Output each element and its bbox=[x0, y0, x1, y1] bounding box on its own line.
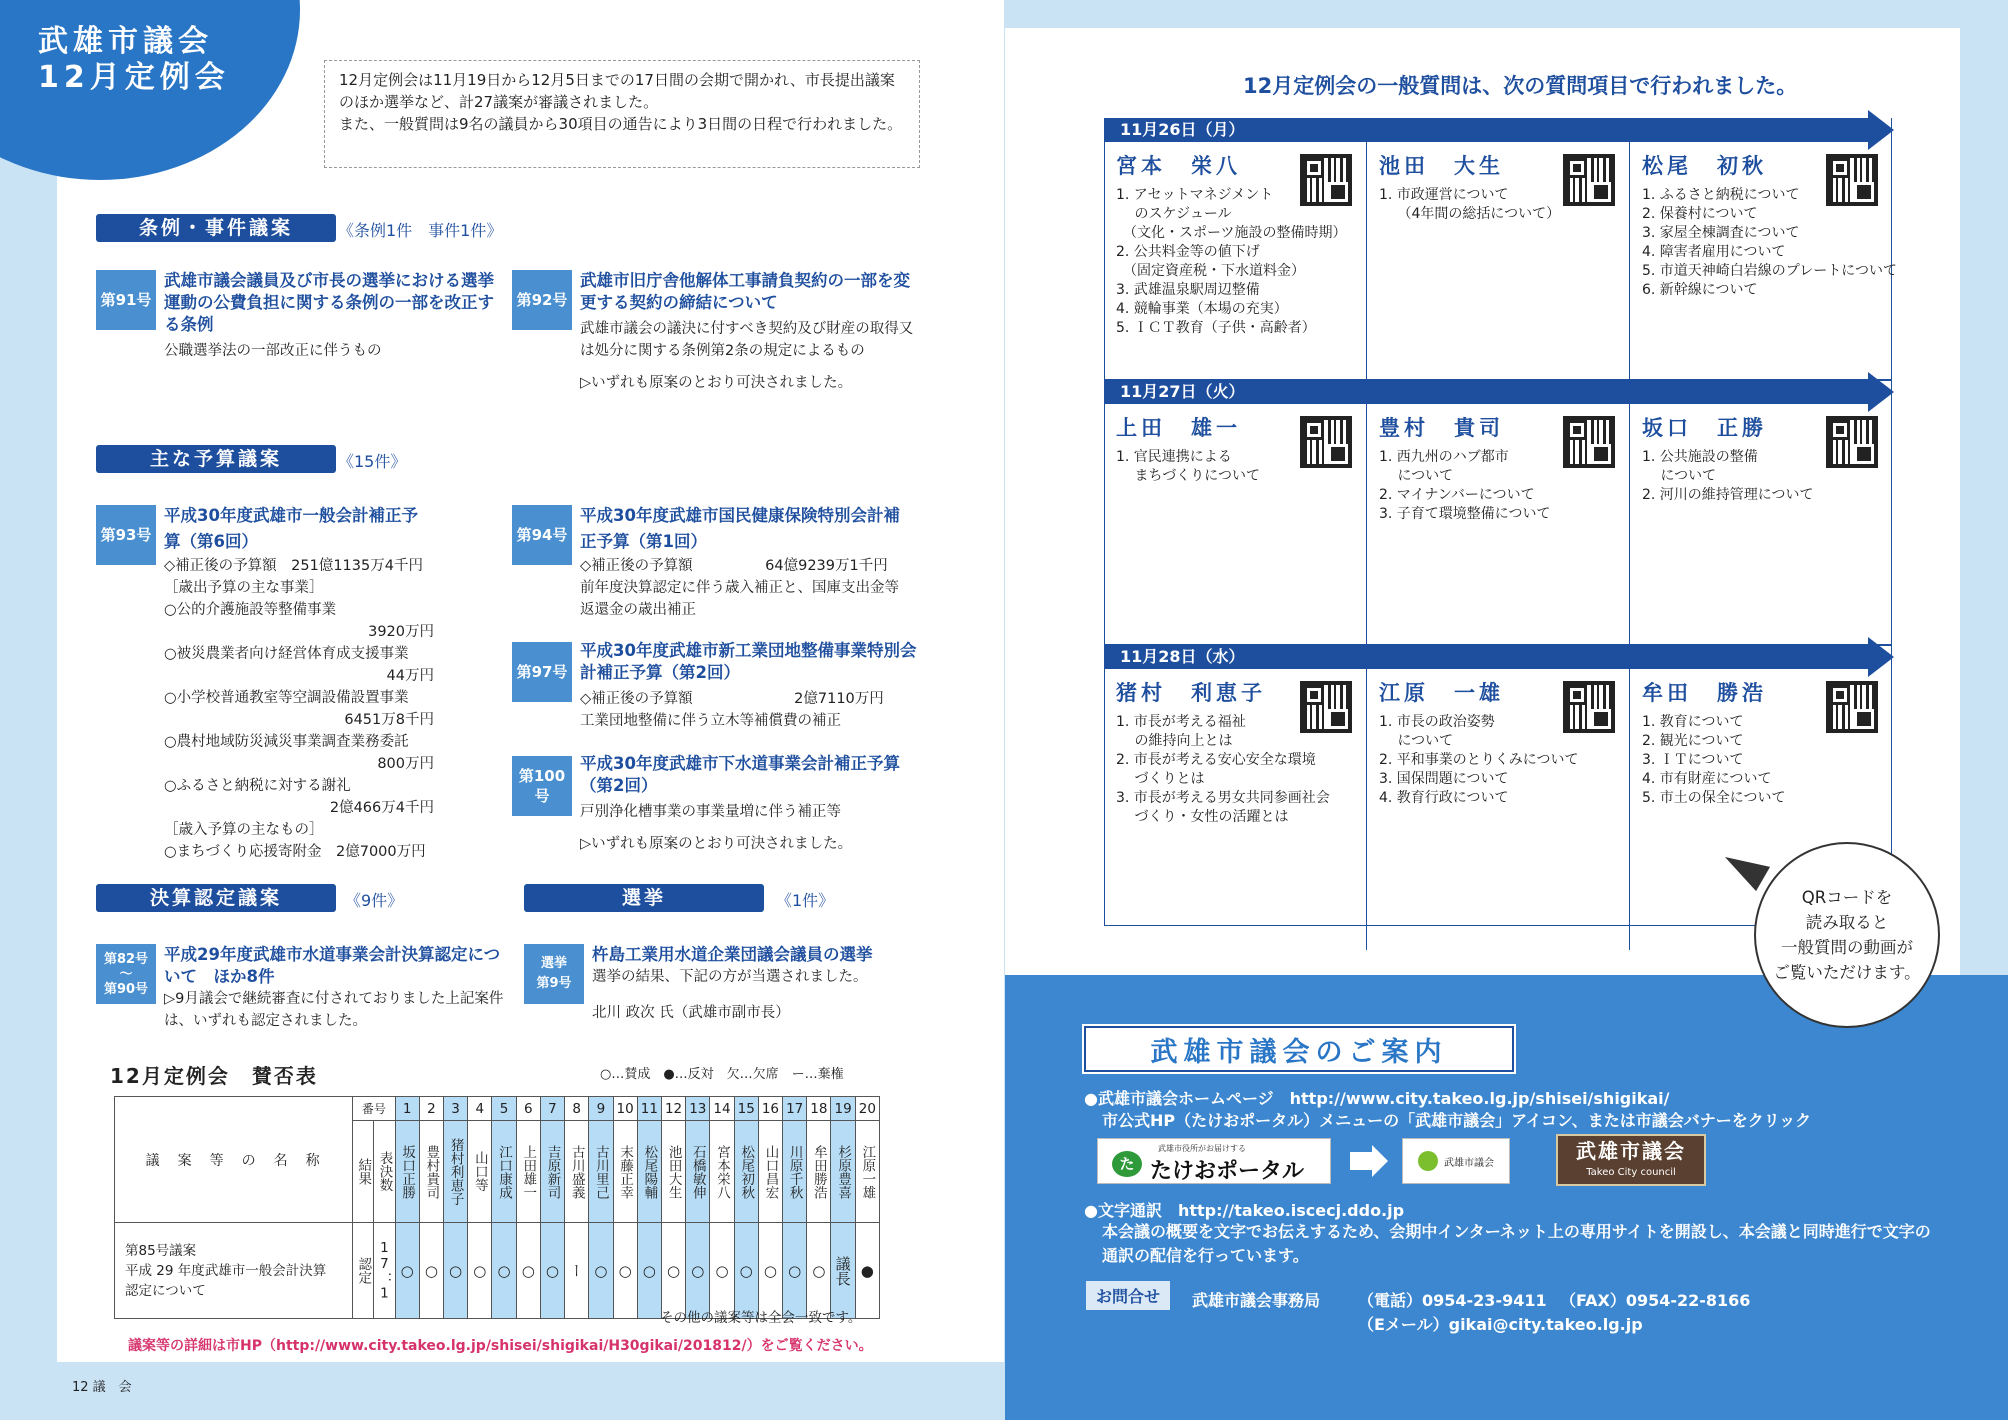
vote-member-name-label: 江原一雄 bbox=[859, 1144, 876, 1199]
portal-small-text: 武雄市役所がお届けする bbox=[1158, 1144, 1246, 1153]
section-yosan-count: 《15件》 bbox=[338, 452, 407, 471]
vote-mark: 議長 bbox=[833, 1255, 852, 1286]
vote-member-name bbox=[637, 1121, 661, 1223]
bill-94 bbox=[580, 503, 910, 621]
vote-cell bbox=[637, 1223, 661, 1319]
vote-member-name bbox=[783, 1121, 807, 1223]
vote-header-name bbox=[115, 1097, 353, 1223]
bill-no-92 bbox=[512, 270, 572, 330]
bill-93-line: ◇補正後の予算額 251億1135万4千円 bbox=[164, 558, 423, 574]
question-cell bbox=[1104, 669, 1367, 950]
bill-94-line2: 前年度決算認定に伴う歳入補正と、国庫支出金等返還金の歳出補正 bbox=[580, 580, 899, 618]
vote-member-number: 12 bbox=[661, 1097, 685, 1121]
vote-mark: ○ bbox=[495, 1261, 514, 1280]
bill-no-91-label: 第91号 bbox=[100, 291, 152, 309]
vote-member-name bbox=[758, 1121, 782, 1223]
vote-member-name bbox=[661, 1121, 685, 1223]
vote-member-number: 11 bbox=[637, 1097, 661, 1121]
vote-member-name bbox=[686, 1121, 710, 1223]
vote-member-name bbox=[855, 1121, 879, 1223]
election-9 bbox=[592, 944, 932, 1024]
vote-member-name-label: 松尾初秋 bbox=[738, 1144, 755, 1199]
vote-title: 12月定例会 賛否表 bbox=[110, 1064, 318, 1088]
vote-header-name-label: 議 案 等 の 名 称 bbox=[145, 1152, 322, 1169]
bill-93-line: ○被災農業者向け経営体育成支援事業 bbox=[164, 646, 409, 662]
vote-row-count bbox=[374, 1223, 395, 1319]
vote-member-number: 9 bbox=[589, 1097, 613, 1121]
bill-no-91 bbox=[96, 270, 156, 330]
portal-name: たけおポータル bbox=[1150, 1159, 1305, 1184]
question-member-name: 池田 大生 bbox=[1379, 154, 1504, 178]
footer-left-page-number: 12 議 会 bbox=[72, 1380, 132, 1395]
contact-label: お問合せ bbox=[1086, 1281, 1170, 1310]
vote-member-name-label: 杉原豊喜 bbox=[835, 1144, 852, 1199]
vote-member-number: 19 bbox=[831, 1097, 855, 1121]
vote-cell bbox=[565, 1223, 589, 1319]
vote-row-count-label: 17：1 bbox=[376, 1239, 393, 1302]
gikai-banner[interactable] bbox=[1556, 1134, 1706, 1186]
vote-cell bbox=[468, 1223, 492, 1319]
bill-91 bbox=[164, 270, 494, 362]
vote-member-name bbox=[710, 1121, 734, 1223]
bill-92-title: 武雄市旧庁舎他解体工事請負契約の一部を変更する契約の締結について bbox=[580, 271, 910, 312]
section-jorei-count: 《条例1件 事件1件》 bbox=[338, 221, 503, 240]
question-cell bbox=[1367, 404, 1630, 645]
vote-mark: ○ bbox=[713, 1261, 731, 1280]
gikai-icon-label: 武雄市議会 bbox=[1444, 1157, 1494, 1169]
vote-cell bbox=[589, 1223, 613, 1319]
question-items: 1. 教育について 2. 観光について 3. ＩＴについて 4. 市有財産について 5. 市土の保全について bbox=[1642, 714, 1786, 806]
question-items: 1. 公共施設の整備 について 2. 河川の維持管理について bbox=[1642, 449, 1814, 503]
vote-header-decision-label: 表決数 bbox=[376, 1151, 393, 1192]
guide-text-desc: 本会議の概要を文字でお伝えするため、会期中インターネット上の専用サイトを開設し、本会議と同時進行で文字の通訳の配信を行っています。 bbox=[1102, 1222, 1931, 1265]
vote-mark: ○ bbox=[616, 1261, 635, 1280]
vote-mark: ○ bbox=[737, 1261, 756, 1280]
corner-title-line1: 武雄市議会 bbox=[38, 24, 213, 59]
vote-member-number: 3 bbox=[443, 1097, 467, 1121]
section-senkyo-count: 《1件》 bbox=[776, 891, 835, 910]
bill-no-90: 第90号 bbox=[103, 981, 149, 997]
vote-member-number: 13 bbox=[686, 1097, 710, 1121]
bill-93-line: ［歳入予算の主なもの］ bbox=[164, 822, 324, 838]
bill-94-line1: ◇補正後の予算額 64億9239万1千円 bbox=[580, 558, 888, 574]
question-items: 1. 市長が考える福祉 の維持向上とは 2. 市長が考える安心安全な環境 づくりとは 3. 市長が考える男女共同参画社会 づくり・女性の活躍とは bbox=[1116, 714, 1330, 825]
guide-title bbox=[1084, 1026, 1514, 1072]
vote-member-name-label: 古川盛義 bbox=[568, 1144, 585, 1199]
vote-cell bbox=[492, 1223, 516, 1319]
qr-bubble: QRコードを 読み取ると 一般質問の動画が ご覧いただけます。 bbox=[1754, 842, 1940, 1028]
question-items: 1. 官民連携による まちづくりについて bbox=[1116, 449, 1261, 484]
vote-member-name bbox=[807, 1121, 831, 1223]
vote-member-name bbox=[443, 1121, 467, 1223]
vote-row-name: 第85号議案 平成 29 年度武雄市一般会計決算 認定について bbox=[115, 1223, 353, 1319]
gikai-banner-sub: Takeo City council bbox=[1586, 1167, 1676, 1178]
vote-member-name bbox=[419, 1121, 443, 1223]
bill-94-title: 平成30年度武雄市国民健康保険特別会計補正予算（第1回） bbox=[580, 506, 900, 551]
question-items: 1. ふるさと納税について 2. 保養村について 3. 家屋全棟調査について 4. 障害者雇用について 5. 市道天神崎白岩線のプレートについて 6. 新幹線について bbox=[1642, 187, 1897, 298]
vote-member-number: 16 bbox=[758, 1097, 782, 1121]
bill-100-result: ▷いずれも原案のとおり可決されました。 bbox=[580, 836, 853, 852]
bill-no-82-90 bbox=[96, 944, 156, 1004]
vote-member-name-label: 宮本栄八 bbox=[714, 1144, 730, 1199]
portal-button[interactable] bbox=[1097, 1138, 1331, 1184]
contact-tel: （電話）0954-23-9411 bbox=[1358, 1291, 1547, 1310]
bill-no-94-label: 第94号 bbox=[516, 526, 568, 544]
intro-box: 12月定例会は11月19日から12月5日までの17日間の会期で開かれ、市長提出議案のほか選挙など、計27議案が審議されました。 また、一般質問は9名の議員から30項目の通告により3日間の日程で行われました。 bbox=[324, 60, 920, 168]
vote-legend: ○…賛成 ●…反対 欠…欠席 ー…棄権 bbox=[600, 1067, 844, 1082]
vote-member-number: 8 bbox=[565, 1097, 589, 1121]
question-member-name: 坂口 正勝 bbox=[1642, 416, 1767, 440]
vote-member-number: 20 bbox=[855, 1097, 879, 1121]
vote-cell bbox=[758, 1223, 782, 1319]
vote-member-name bbox=[492, 1121, 516, 1223]
vote-member-number: 7 bbox=[540, 1097, 564, 1121]
vote-member-name-label: 松尾陽輔 bbox=[641, 1144, 658, 1199]
vote-mark: ○ bbox=[398, 1261, 417, 1280]
bill-93-line: ○ふるさと納税に対する謝礼 bbox=[164, 778, 351, 794]
bill-97-line2: 工業団地整備に伴う立木等補償費の補正 bbox=[580, 713, 841, 729]
bill-93-line: 6451万8千円 bbox=[344, 712, 434, 728]
vote-detail-link[interactable]: 議案等の詳細は市HP（http://www.city.takeo.lg.jp/shisei/shigikai/H30gikai/201812/）をご覧ください。 bbox=[128, 1338, 873, 1354]
bill-93-lines bbox=[164, 555, 434, 863]
gikai-emblem-icon bbox=[1418, 1151, 1438, 1171]
bill-91-body: 公職選挙法の一部改正に伴うもの bbox=[164, 343, 382, 359]
election-9-title: 杵島工業用水道企業団議会議員の選挙 bbox=[592, 945, 873, 964]
vote-cell bbox=[831, 1223, 855, 1319]
vote-cell bbox=[807, 1223, 831, 1319]
vote-member-number: 6 bbox=[516, 1097, 540, 1121]
question-member-name: 豊村 貴司 bbox=[1379, 416, 1504, 440]
vote-member-name bbox=[468, 1121, 492, 1223]
vote-member-name-label: 山口昌宏 bbox=[762, 1144, 779, 1199]
vote-member-name-label: 池田大生 bbox=[665, 1144, 682, 1199]
vote-mark: ○ bbox=[519, 1261, 538, 1280]
election-no-9 bbox=[524, 944, 584, 1004]
bill-no-94 bbox=[512, 505, 572, 565]
bill-97-title: 平成30年度武雄市新工業団地整備事業特別会計補正予算（第2回） bbox=[580, 641, 917, 682]
guide-text-label[interactable]: ●文字通訳 http://takeo.iscecj.ddo.jp bbox=[1084, 1201, 1405, 1220]
gikai-icon-button[interactable] bbox=[1402, 1138, 1510, 1184]
questions-title: 12月定例会の一般質問は、次の質問項目で行われました。 bbox=[1243, 74, 1798, 98]
contact-fax: （FAX）0954-22-8166 bbox=[1560, 1291, 1751, 1310]
day-divider bbox=[1104, 379, 1892, 381]
bill-93 bbox=[164, 503, 434, 863]
vote-cell bbox=[661, 1223, 685, 1319]
corner-title-line2: 12月定例会 bbox=[38, 60, 230, 95]
question-member-name: 牟田 勝浩 bbox=[1642, 681, 1767, 705]
portal-logo-icon: た bbox=[1112, 1151, 1142, 1177]
vote-mark: ー bbox=[567, 1263, 586, 1278]
vote-member-name-label: 末藤正幸 bbox=[617, 1144, 634, 1199]
vote-mark: ○ bbox=[785, 1261, 804, 1280]
vote-cell bbox=[540, 1223, 564, 1319]
question-member-name: 上田 雄一 bbox=[1116, 416, 1241, 440]
vote-member-name bbox=[734, 1121, 758, 1223]
question-items: 1. 市政運営について （4年間の総括について） bbox=[1379, 187, 1561, 222]
day-header: 11月28日（水） bbox=[1104, 645, 1868, 669]
question-member-name: 松尾 初秋 bbox=[1642, 154, 1767, 178]
vote-cell bbox=[395, 1223, 419, 1319]
vote-member-name bbox=[395, 1121, 419, 1223]
question-items: 1. アセットマネジメント のスケジュール （文化・スポーツ施設の整備時期） 2. 公共料金等の値下げ （固定資産税・下水道料金） 3. 武雄温泉駅周辺整備 4. 競輪事業（本場の充実） 5. ＩＣＴ教育（子供・高齢者） bbox=[1116, 187, 1347, 336]
vote-member-number: 1 bbox=[395, 1097, 419, 1121]
bill-100-line1: 戸別浄化槽事業の事業量増に伴う補正等 bbox=[580, 804, 841, 820]
contact-mail[interactable]: （Eメール）gikai@city.takeo.lg.jp bbox=[1358, 1315, 1643, 1334]
vote-member-number: 5 bbox=[492, 1097, 516, 1121]
vote-mark: ○ bbox=[470, 1261, 489, 1280]
bill-no-93 bbox=[96, 505, 156, 565]
vote-note: その他の議案等は全会一致です。 bbox=[660, 1310, 862, 1326]
day-header: 11月26日（月） bbox=[1104, 118, 1868, 142]
vote-mark: ○ bbox=[422, 1261, 441, 1280]
vote-member-name bbox=[613, 1121, 637, 1223]
bill-no-tilde: 〜 bbox=[119, 966, 133, 982]
vote-mark: ○ bbox=[591, 1261, 610, 1280]
bill-no-92-label: 第92号 bbox=[516, 291, 568, 309]
vote-mark: ○ bbox=[809, 1261, 828, 1280]
qr-code-icon[interactable] bbox=[1300, 154, 1352, 206]
vote-member-name bbox=[516, 1121, 540, 1223]
bill-93-line: 44万円 bbox=[386, 668, 434, 684]
vote-member-name-label: 坂口正勝 bbox=[399, 1144, 416, 1199]
vote-member-number: 4 bbox=[468, 1097, 492, 1121]
vote-mark: ● bbox=[858, 1261, 877, 1280]
vote-member-number: 14 bbox=[710, 1097, 734, 1121]
corner-title bbox=[38, 24, 230, 96]
vote-member-number: 17 bbox=[783, 1097, 807, 1121]
question-cell bbox=[1367, 669, 1630, 950]
vote-row-result bbox=[353, 1223, 374, 1319]
question-cell bbox=[1630, 404, 1892, 645]
bill-92 bbox=[580, 270, 920, 394]
bill-91-title: 武雄市議会議員及び市長の選挙における選挙運動の公費負担に関する条例の一部を改正する条例 bbox=[164, 271, 494, 334]
bill-no-100 bbox=[512, 756, 572, 816]
vote-member-name-label: 豊村貴司 bbox=[423, 1144, 440, 1199]
vote-member-name bbox=[540, 1121, 564, 1223]
vote-member-name bbox=[589, 1121, 613, 1223]
question-items: 1. 西九州のハブ都市 について 2. マイナンバーについて 3. 子育て環境整備について bbox=[1379, 449, 1551, 522]
vote-mark: ○ bbox=[761, 1261, 780, 1280]
question-member-name: 宮本 栄八 bbox=[1116, 154, 1241, 178]
bill-no-100-label: 第100号 bbox=[518, 767, 566, 805]
bill-97 bbox=[580, 640, 930, 732]
question-cell bbox=[1104, 142, 1367, 383]
election-label: 選挙 bbox=[540, 956, 567, 971]
vote-table bbox=[114, 1096, 880, 1319]
vote-mark: ○ bbox=[446, 1261, 465, 1280]
vote-member-name-label: 山口等 bbox=[471, 1151, 488, 1192]
question-member-name: 猪村 利恵子 bbox=[1116, 681, 1266, 705]
vote-cell bbox=[783, 1223, 807, 1319]
vote-member-name-label: 川原千秋 bbox=[786, 1144, 803, 1199]
vote-member-name-label: 石橋敏伸 bbox=[689, 1144, 706, 1199]
bill-no-97 bbox=[512, 642, 572, 702]
vote-cell bbox=[734, 1223, 758, 1319]
bill-100-title: 平成30年度武雄市下水道事業会計補正予算（第2回） bbox=[580, 754, 900, 795]
bill-93-line: ［歳出予算の主な事業］ bbox=[164, 580, 324, 596]
question-cell bbox=[1630, 142, 1897, 383]
vote-mark: ○ bbox=[543, 1261, 562, 1280]
election-9-body: 選挙の結果、下記の方が当選されました。 bbox=[592, 969, 868, 985]
vote-mark: ○ bbox=[664, 1261, 683, 1280]
vote-member-name-label: 古川里己 bbox=[592, 1144, 609, 1199]
bill-93-line: 2億466万4千円 bbox=[329, 800, 434, 816]
qr-code-icon[interactable] bbox=[1826, 154, 1878, 206]
bill-no-93-label: 第93号 bbox=[100, 526, 152, 544]
bill-97-line1: ◇補正後の予算額 2億7110万円 bbox=[580, 691, 884, 707]
section-kessan-count: 《9件》 bbox=[345, 891, 404, 910]
vote-member-number: 18 bbox=[807, 1097, 831, 1121]
question-items: 1. 市長の政治姿勢 について 2. 平和事業のとりくみについて 3. 国保問題について 4. 教育行政について bbox=[1379, 714, 1579, 806]
qr-code-icon[interactable] bbox=[1300, 416, 1352, 468]
vote-member-name-label: 吉原新司 bbox=[544, 1144, 561, 1199]
guide-hp-label[interactable]: ●武雄市議会ホームページ http://www.city.takeo.lg.jp/shisei/shigikai/ bbox=[1084, 1089, 1670, 1108]
bill-100 bbox=[580, 753, 930, 855]
vote-member-name-label: 猪村利恵子 bbox=[447, 1137, 464, 1206]
question-cell bbox=[1104, 404, 1367, 645]
election-9-winner: 北川 政次 氏（武雄市副市長） bbox=[592, 1005, 790, 1021]
vote-member-number: 2 bbox=[419, 1097, 443, 1121]
qr-code-icon[interactable] bbox=[1300, 681, 1352, 733]
bill-no-97-label: 第97号 bbox=[516, 663, 568, 681]
bill-82 bbox=[164, 944, 506, 1032]
bill-93-line: ○公的介護施設等整備事業 bbox=[164, 602, 337, 618]
vote-cell bbox=[443, 1223, 467, 1319]
vote-header-decision bbox=[374, 1121, 395, 1223]
vote-header-no: 番号 bbox=[353, 1097, 395, 1121]
qr-code-icon[interactable] bbox=[1826, 681, 1878, 733]
vote-member-name bbox=[565, 1121, 589, 1223]
day-header: 11月27日（火） bbox=[1104, 380, 1868, 404]
vote-member-name-label: 上田雄一 bbox=[520, 1144, 537, 1199]
bill-93-line: 3920万円 bbox=[368, 624, 434, 640]
section-yosan: 主な予算議案 bbox=[96, 445, 336, 473]
vote-member-number: 10 bbox=[613, 1097, 637, 1121]
vote-mark: ○ bbox=[640, 1261, 659, 1280]
gikai-banner-title: 武雄市議会 bbox=[1576, 1139, 1686, 1163]
bill-93-title: 平成30年度武雄市一般会計補正予算（第6回） bbox=[164, 506, 418, 551]
vote-header-result-label: 結果 bbox=[355, 1158, 372, 1185]
vote-mark: ○ bbox=[688, 1261, 707, 1280]
contact-office: 武雄市議会事務局 bbox=[1192, 1291, 1321, 1310]
section-kessan: 決算認定議案 bbox=[96, 884, 336, 912]
question-cell bbox=[1367, 142, 1630, 383]
vote-cell bbox=[613, 1223, 637, 1319]
vote-cell bbox=[686, 1223, 710, 1319]
qr-code-icon[interactable] bbox=[1563, 416, 1615, 468]
bill-82-body: ▷9月議会で継続審査に付されておりました上記案件は、いずれも認定されました。 bbox=[164, 991, 504, 1029]
bill-93-line: ○まちづくり応援寄附金 2億7000万円 bbox=[164, 844, 426, 860]
qr-code-icon[interactable] bbox=[1563, 681, 1615, 733]
qr-code-icon[interactable] bbox=[1563, 154, 1615, 206]
bill-93-line: ○農村地域防災減災事業調査業務委託 bbox=[164, 734, 409, 750]
bill-82-title: 平成29年度武雄市水道事業会計決算認定について ほか8件 bbox=[164, 945, 501, 986]
vote-member-name-label: 牟田勝浩 bbox=[810, 1144, 827, 1199]
day-divider bbox=[1104, 644, 1892, 646]
vote-cell bbox=[855, 1223, 879, 1319]
arrow-right-icon bbox=[1350, 1152, 1374, 1170]
section-senkyo: 選挙 bbox=[524, 884, 764, 912]
vote-member-name-label: 江口康成 bbox=[496, 1144, 513, 1199]
vote-cell bbox=[419, 1223, 443, 1319]
arrow-right-icon-head bbox=[1372, 1145, 1388, 1177]
vote-header-result bbox=[353, 1121, 374, 1223]
vote-row-result-label: 認定 bbox=[355, 1257, 372, 1284]
guide-hp-desc: 市公式HP（たけおポータル）メニューの「武雄市議会」アイコン、または市議会バナーをクリック bbox=[1102, 1111, 1812, 1130]
election-number: 第9号 bbox=[536, 976, 572, 991]
bill-no-82: 第82号 bbox=[103, 951, 149, 967]
guide-title-label: 武雄市議会のご案内 bbox=[1150, 1036, 1448, 1068]
qr-code-icon[interactable] bbox=[1826, 416, 1878, 468]
bill-92-result: ▷いずれも原案のとおり可決されました。 bbox=[580, 375, 853, 391]
vote-member-number: 15 bbox=[734, 1097, 758, 1121]
vote-member-name bbox=[831, 1121, 855, 1223]
vote-cell bbox=[516, 1223, 540, 1319]
bill-92-body: 武雄市議会の議決に付すべき契約及び財産の取得又は処分に関する条例第2条の規定によるもの bbox=[580, 321, 914, 359]
vote-cell bbox=[710, 1223, 734, 1319]
bill-93-line: 800万円 bbox=[377, 756, 434, 772]
bill-93-line: ○小学校普通教室等空調設備設置事業 bbox=[164, 690, 409, 706]
section-jorei: 条例・事件議案 bbox=[96, 214, 336, 242]
question-member-name: 江原 一雄 bbox=[1379, 681, 1504, 705]
